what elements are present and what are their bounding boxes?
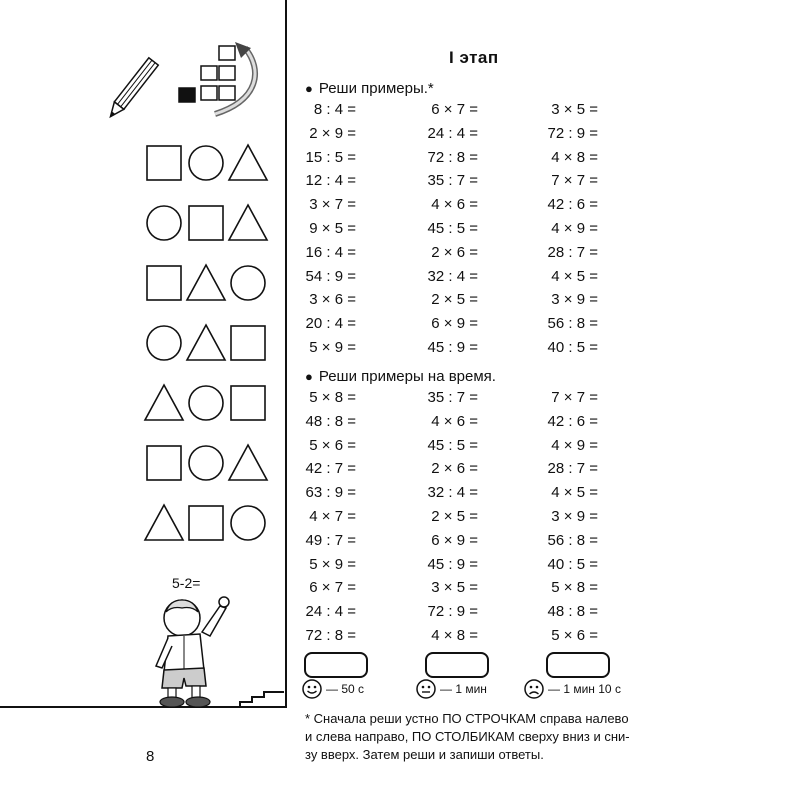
page-title: I этап (449, 48, 499, 67)
footnote-line-1: * Сначала реши устно ПО СТРОЧКАМ справа налево (305, 711, 629, 726)
vertical-divider (285, 0, 287, 708)
circle-shape (147, 326, 181, 360)
example-expression: 3 × 5 = (431, 579, 478, 597)
sad-face-icon (524, 679, 544, 699)
time-answer-box-1[interactable] (304, 652, 368, 678)
example-expression: 24 : 4 = (305, 603, 356, 621)
timing-happy (302, 679, 364, 699)
example-expression: 48 : 8 = (547, 603, 598, 621)
example-expression: 3 × 5 = (551, 101, 598, 118)
shape-sequence-grid (145, 140, 275, 550)
example-expression: 7 × 7 = (551, 389, 598, 406)
task1-instruction: Реши примеры.* (318, 80, 434, 97)
example-expression: 5 × 9 = (309, 555, 356, 573)
example-expression: 3 × 6 = (309, 291, 356, 309)
triangle-shape (187, 265, 225, 300)
square-shape (147, 146, 181, 180)
triangle-shape (187, 325, 225, 360)
square-shape (147, 266, 181, 300)
example-expression: 2 × 6 = (431, 243, 478, 261)
example-expression: 72 : 8 = (427, 148, 478, 166)
example-expression: 2 × 5 = (431, 291, 478, 309)
example-expression: 42 : 6 = (547, 196, 598, 214)
example-expression: 8 : 4 = (313, 101, 356, 118)
square-shape (231, 326, 265, 360)
example-expression: 5 × 8 = (551, 579, 598, 597)
example-expression: 28 : 7 = (547, 460, 598, 478)
example-expression: 4 × 8 = (551, 148, 598, 166)
example-expression: 32 : 4 = (427, 267, 478, 285)
example-expression: 3 × 9 = (551, 291, 598, 309)
example-expression: 72 : 9 = (427, 603, 478, 621)
example-expression: 24 : 4 = (427, 124, 478, 142)
example-expression: 42 : 7 = (305, 460, 356, 478)
example-expression: 56 : 8 = (547, 531, 598, 549)
task1-heading (305, 80, 434, 97)
circle-shape (231, 506, 265, 540)
example-expression: 72 : 8 = (305, 627, 356, 644)
example-expression: 2 × 6 = (431, 460, 478, 478)
timing-happy-label: — 50 с (326, 682, 365, 696)
example-expression: 32 : 4 = (427, 484, 478, 502)
example-expression: 7 × 7 = (551, 172, 598, 190)
example-expression: 48 : 8 = (305, 412, 356, 430)
example-expression: 56 : 8 = (547, 315, 598, 333)
pencil-icon (95, 55, 165, 125)
example-expression: 63 : 9 = (305, 484, 356, 502)
example-expression: 35 : 7 = (427, 172, 478, 190)
example-expression: 16 : 4 = (305, 243, 356, 261)
example-expression: 28 : 7 = (547, 243, 598, 261)
example-expression: 4 × 6 = (431, 412, 478, 430)
example-expression: 54 : 9 = (305, 267, 356, 285)
footnote-line-2: и слева направо, ПО СТОЛБИКАМ сверху вниз и сни- (305, 729, 630, 744)
example-expression: 49 : 7 = (305, 531, 356, 549)
example-expression: 2 × 5 = (431, 508, 478, 525)
happy-face-icon (302, 679, 322, 699)
example-expression: 5 × 6 = (551, 627, 598, 644)
example-expression: 5 × 6 = (309, 436, 356, 454)
example-expression: 4 × 6 = (431, 196, 478, 214)
timing-neutral-label: — 1 мин (440, 682, 487, 696)
board-text: 5-2= (172, 575, 201, 591)
time-answer-box-3[interactable] (546, 652, 610, 678)
circle-shape (189, 446, 223, 480)
example-expression: 45 : 9 = (427, 339, 478, 356)
grid-arrow-icon (175, 40, 265, 120)
circle-shape (189, 386, 223, 420)
example-expression: 4 × 9 = (551, 436, 598, 454)
triangle-shape (229, 445, 267, 480)
time-answer-box-2[interactable] (425, 652, 489, 678)
timing-sad (524, 679, 621, 699)
example-expression: 45 : 5 = (427, 436, 478, 454)
example-expression: 3 × 7 = (309, 196, 356, 214)
example-expression: 6 × 7 = (431, 101, 478, 118)
example-expression: 5 × 8 = (309, 389, 356, 406)
example-expression: 4 × 7 = (309, 508, 356, 525)
timing-neutral (416, 679, 487, 699)
triangle-shape (229, 145, 267, 180)
example-expression: 45 : 5 = (427, 220, 478, 237)
example-expression: 42 : 6 = (547, 412, 598, 430)
bullet-icon: ● (305, 81, 313, 96)
page-number: 8 (146, 748, 155, 765)
example-expression: 45 : 9 = (427, 555, 478, 573)
boy-illustration (150, 570, 240, 710)
example-expression: 4 × 9 = (551, 220, 598, 237)
example-expression: 4 × 5 = (551, 267, 598, 285)
example-expression: 6 × 7 = (309, 579, 356, 597)
example-expression: 9 × 5 = (309, 220, 356, 237)
example-expression: 2 × 9 = (309, 124, 356, 142)
example-expression: 3 × 9 = (551, 508, 598, 525)
example-expression: 4 × 5 = (551, 484, 598, 502)
footnote (305, 710, 665, 764)
task2-heading (305, 368, 496, 385)
example-expression: 72 : 9 = (547, 124, 598, 142)
square-shape (147, 446, 181, 480)
circle-shape (147, 206, 181, 240)
task2-instruction: Реши примеры на время. (318, 368, 496, 385)
circle-shape (189, 146, 223, 180)
example-expression: 6 × 9 = (431, 531, 478, 549)
triangle-shape (229, 205, 267, 240)
square-shape (189, 206, 223, 240)
circle-shape (231, 266, 265, 300)
triangle-shape (145, 505, 183, 540)
example-expression: 40 : 5 = (547, 555, 598, 573)
example-expression: 40 : 5 = (547, 339, 598, 356)
example-expression: 35 : 7 = (427, 389, 478, 406)
timing-sad-label: — 1 мин 10 с (548, 682, 621, 696)
neutral-face-icon (416, 679, 436, 699)
example-expression: 20 : 4 = (305, 315, 356, 333)
square-shape (189, 506, 223, 540)
bullet-icon: ● (305, 369, 313, 384)
square-shape (231, 386, 265, 420)
example-expression: 5 × 9 = (309, 339, 356, 356)
example-expression: 12 : 4 = (305, 172, 356, 190)
triangle-shape (145, 385, 183, 420)
example-expression: 15 : 5 = (305, 148, 356, 166)
example-expression: 6 × 9 = (431, 315, 478, 333)
example-expression: 4 × 8 = (431, 627, 478, 644)
footnote-line-3: зу вверх. Затем реши и запиши ответы. (305, 747, 544, 762)
